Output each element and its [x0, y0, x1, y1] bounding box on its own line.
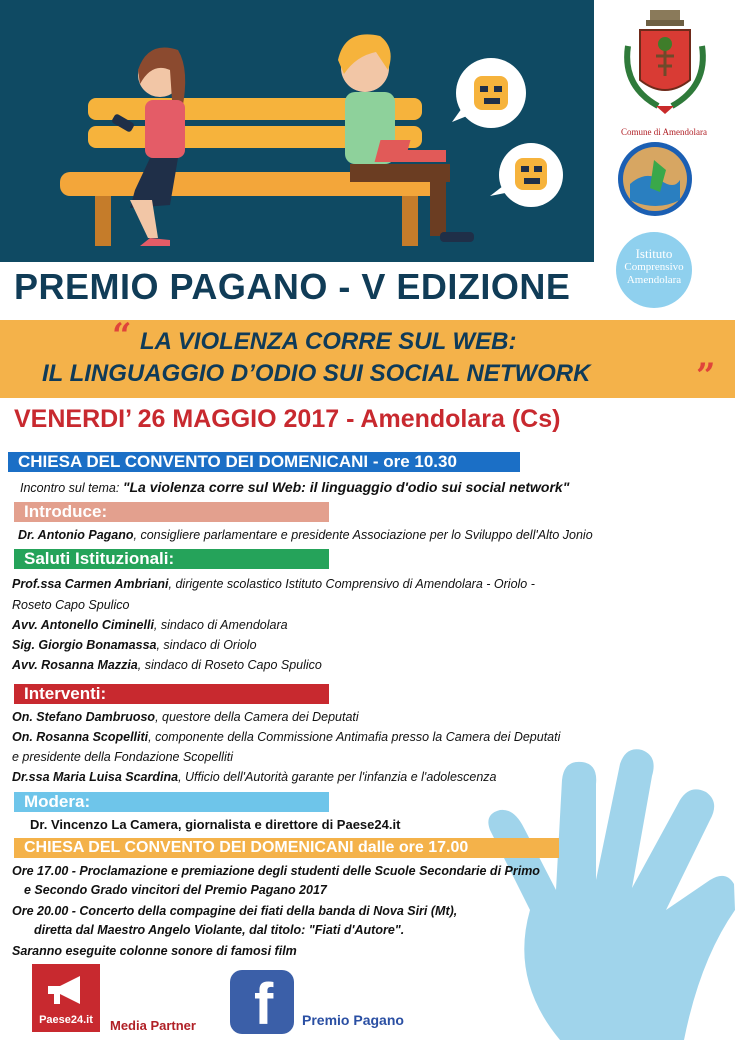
- interventi-line: [12, 770, 497, 784]
- saluti-name: Avv. Antonello Ciminelli: [12, 618, 154, 632]
- afternoon-line: Ore 20.00 - Concerto della compagine dei fiati della banda di Nova Siri (Mt),: [12, 904, 458, 918]
- introduce-header: Introduce:: [14, 502, 329, 522]
- saluti-line: [12, 618, 288, 632]
- edition-title: PREMIO PAGANO - V EDIZIONE: [14, 266, 571, 307]
- event-date: VENERDI’ 26 MAGGIO 2017 - Amendolara (Cs): [14, 405, 561, 433]
- meeting-line: [20, 479, 569, 495]
- interventi-role: , Ufficio dell'Autorità garante per l'infanzia e l'adolescenza: [178, 770, 497, 784]
- school-logo-icon: [616, 140, 694, 218]
- interventi-name: Dr.ssa Maria Luisa Scardina: [12, 770, 179, 784]
- saluti-name: Prof.ssa Carmen Ambriani: [12, 577, 169, 591]
- paese24-logo[interactable]: [32, 964, 100, 1032]
- interventi-line: [12, 750, 233, 764]
- afternoon-line: Saranno eseguite colonne sonore di famosi film: [12, 944, 297, 958]
- media-partner-label: Media Partner: [110, 1018, 196, 1033]
- saluti-name: Avv. Rosanna Mazzia: [12, 658, 138, 672]
- introduce-name: Dr. Antonio Pagano: [18, 528, 134, 542]
- morning-location-bar: CHIESA DEL CONVENTO DEI DOMENICANI - ore 10.30: [8, 452, 520, 472]
- saluti-line: [12, 577, 535, 591]
- afternoon-line: e Secondo Grado vincitori del Premio Pagano 2017: [24, 883, 327, 897]
- interventi-name: On. Rosanna Scopelliti: [12, 730, 149, 744]
- afternoon-line: Ore 17.00 - Proclamazione e premiazione degli studenti delle Scuole Secondarie di Primo: [12, 864, 540, 878]
- saluti-name: Sig. Giorgio Bonamassa: [12, 638, 157, 652]
- saluti-role: , sindaco di Amendolara: [153, 618, 288, 632]
- facebook-page-label[interactable]: Premio Pagano: [302, 1012, 404, 1028]
- close-quote-icon: ”: [696, 356, 716, 396]
- meeting-topic: "La violenza corre sul Web: il linguaggio d'odio sui social network": [122, 479, 570, 495]
- saluti-line: [12, 638, 257, 652]
- introduce-line: [18, 528, 593, 542]
- interventi-line: [12, 710, 359, 724]
- paese24-logo-text: Paese24.it: [39, 1014, 93, 1026]
- interventi-line: [12, 730, 560, 744]
- facebook-icon[interactable]: f: [230, 970, 294, 1034]
- hero-illustration: [0, 0, 594, 262]
- meeting-label: Incontro sul tema:: [20, 481, 123, 495]
- theme-band: [0, 316, 735, 398]
- modera-header: Modera:: [14, 792, 329, 812]
- saluti-header: Saluti Istituzionali:: [14, 549, 329, 569]
- theme-line1: LA VIOLENZA CORRE SUL WEB:: [140, 328, 517, 355]
- interventi-role: , questore della Camera dei Deputati: [155, 710, 359, 724]
- saluti-line: [12, 598, 129, 612]
- istituto-line1: Istituto: [635, 246, 673, 261]
- istituto-line3: Amendolara: [626, 274, 682, 286]
- saluti-role: , dirigente scolastico Istituto Comprensivo di Amendolara - Oriolo -: [168, 577, 535, 591]
- interventi-role: e presidente della Fondazione Scopelliti: [12, 750, 233, 764]
- saluti-role: , sindaco di Oriolo: [156, 638, 257, 652]
- istituto-badge: [616, 232, 692, 308]
- megaphone-icon: [44, 972, 88, 1008]
- comune-label: Comune di Amendolara: [621, 127, 707, 137]
- istituto-line2: Comprensivo: [624, 261, 684, 273]
- introduce-role: , consigliere parlamentare e presidente Associazione per lo Sviluppo dell'Alto Jonio: [133, 528, 593, 542]
- interventi-name: On. Stefano Dambruoso: [12, 710, 156, 724]
- interventi-role: , componente della Commissione Antimafia presso la Camera dei Deputati: [148, 730, 561, 744]
- modera-line: Dr. Vincenzo La Camera, giornalista e direttore di Paese24.it: [30, 817, 401, 832]
- hand-print-icon: [470, 740, 735, 1050]
- afternoon-location-bar: CHIESA DEL CONVENTO DEI DOMENICANI dalle ore 17.00: [14, 838, 559, 858]
- afternoon-line: diretta dal Maestro Angelo Violante, dal titolo: "Fiati d'Autore".: [34, 923, 405, 937]
- saluti-line: [12, 658, 322, 672]
- theme-line2: IL LINGUAGGIO D’ODIO SUI SOCIAL NETWORK: [42, 360, 591, 387]
- comune-crest-icon: [608, 6, 720, 124]
- interventi-header: Interventi:: [14, 684, 329, 704]
- saluti-role: , sindaco di Roseto Capo Spulico: [137, 658, 322, 672]
- bench-scene-image: [0, 0, 594, 262]
- open-quote-icon: “: [112, 316, 132, 356]
- saluti-role: Roseto Capo Spulico: [12, 598, 130, 612]
- sidebar-logos: [594, 0, 735, 320]
